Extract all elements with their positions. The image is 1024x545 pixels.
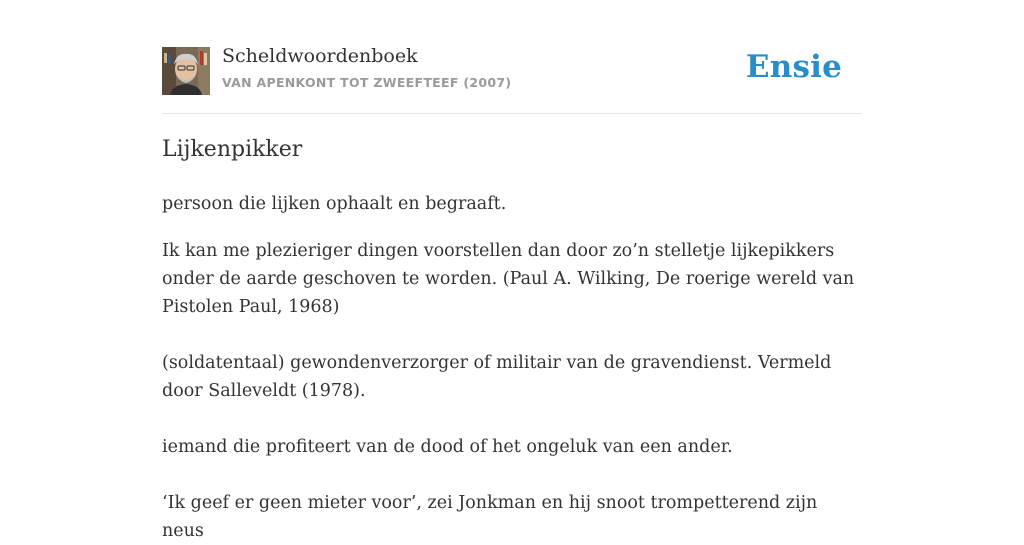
quote-paragraph: ‘Ik geef er geen mieter voor’, zei Jonkman en hij snoot trompetterend zijn neus [162,493,818,541]
book-subtitle: VAN APENKONT TOT ZWEEFTEEF (2007) [222,75,512,90]
entry-content [162,190,862,545]
definition-paragraph: persoon die lijken ophaalt en begraaft. [162,194,507,214]
author-portrait-icon [162,47,210,95]
book-title[interactable]: Scheldwoordenboek [222,45,418,67]
definition-paragraph: iemand die profiteert van de dood of het ongeluk van een ander. [162,437,733,457]
quote-paragraph: Ik kan me plezieriger dingen voorstellen dan door zo’n stelletje lijkepikkers onder de aarde geschoven te worden. (Paul A. Wilking, De roerige wereld van Pistolen Paul, 1968) [162,241,855,317]
entry-title: Lijkenpikker [162,137,303,162]
page-container [162,0,862,541]
header [162,0,862,114]
author-avatar[interactable] [162,47,210,95]
ensie-logo[interactable]: Ensie [745,49,842,85]
definition-paragraph: (soldatentaal) gewondenverzorger of militair van de gravendienst. Vermeld door Salleveldt (1978). [162,353,832,401]
